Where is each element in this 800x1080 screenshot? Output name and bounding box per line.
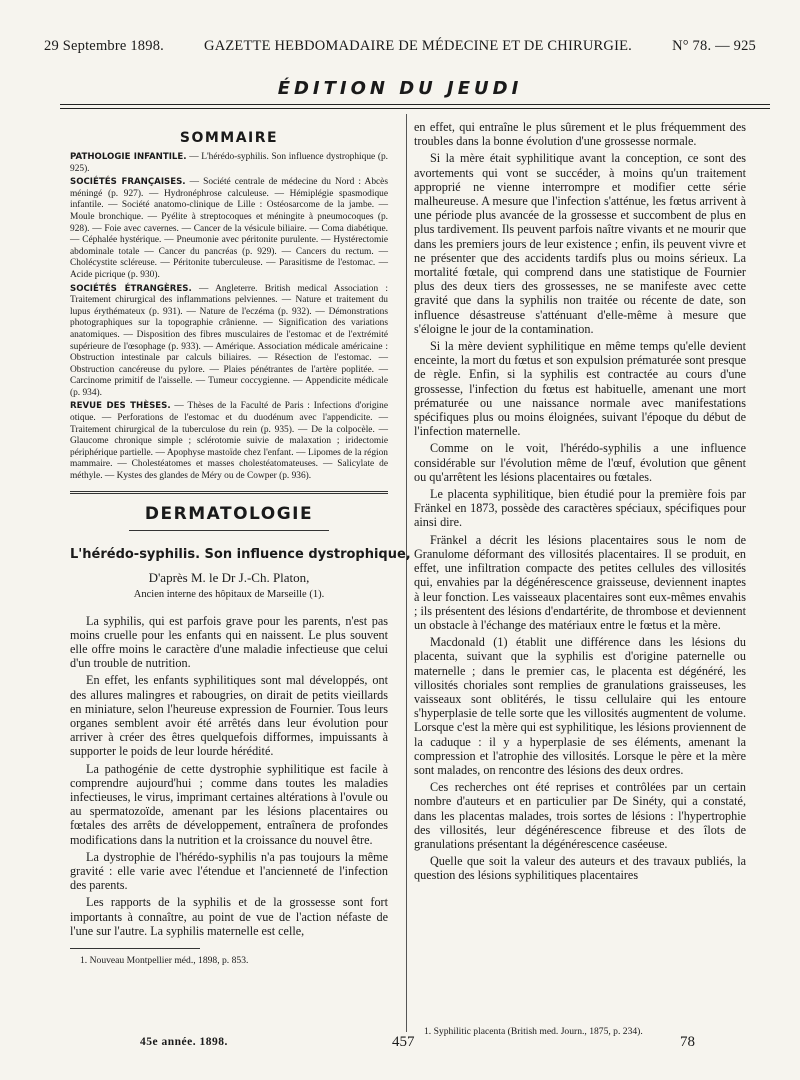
sommaire-entry-head: SOCIÉTÉS ÉTRANGÈRES. xyxy=(70,283,192,294)
article-author: D'après M. le Dr J.-Ch. Platon, xyxy=(148,569,310,585)
author-affiliation: Ancien interne des hôpitaux de Marseille (1). xyxy=(133,588,325,600)
sommaire-entry xyxy=(70,401,388,482)
header-rule xyxy=(60,104,770,105)
left-footnote: 1. Nouveau Montpellier méd., 1898, p. 853. xyxy=(80,955,249,967)
sommaire-entry xyxy=(70,177,388,281)
page-header xyxy=(44,38,756,55)
sommaire-entry-head: PATHOLOGIE INFANTILE. xyxy=(70,152,187,162)
edition-banner: ÉDITION DU JEUDI xyxy=(277,78,523,99)
sommaire-entry xyxy=(70,152,388,175)
footnote-rule xyxy=(70,948,200,949)
body-paragraph: En effet, les enfants syphilitiques sont mal développés, ont des allures malingres et rabougries, on dirait de petits vieillards en miniature, selon l'heureuse expression de Fournier. Tous leurs organes semblent avoir été arrêtés dans leur évolution pour arriver à créer des êtres quelquefois difformes, impuissants à supporter le poids de leur lourde hérédité. xyxy=(70,673,388,759)
header-rule-thin xyxy=(60,108,770,109)
sommaire-entry-text: — Thèses de la Faculté de Paris : Infections d'origine otique. — Perforations de l'estomac et du duodénum avec l'appendicite. — Traitement chirurgical de la tuberculose du rein (p. 935). — De la colpocèle. — Glaucome chronique simple ; sclérotomie suivie de malaxation ; iridectomie périphérique partielle. — Apophyse mastoïde chez l'enfant. — Lipomes de la région mammaire. — Cholestéatomes et masses cholestéatomateuses. — Salicylate de méthyle. — Kystes des glandes de Méry ou de Cowper (p. 936). xyxy=(70,401,388,482)
body-paragraph: Si la mère était syphilitique avant la conception, ce sont des avortements qui vont se succéder, à moins qu'un traitement approprié ne vienne interrompre et modifier cette série malheureuse. A mesure que l'infection s'atténue, les fœtus arrivent à une période plus avancée de la grossesse et succombent de plus en plus tardivement. Ils peuvent parfois naître vivants et ne mourir que dans les premiers jours de leur existence ; enfin, ils peuvent vivre et ne présenter que des accidents tardifs plus ou moins sérieux. La mortalité fœtale, qui comprend dans une statistique de Fournier plus des deux tiers des grossesses, ne se manifeste avec cette gravité que dans la syphilis non traitée ou récente de date, son influence désastreuse s'atténuant d'elle-même à mesure que s'éloigne le jour de la contamination. xyxy=(414,151,746,336)
body-paragraph: Le placenta syphilitique, bien étudié pour la première fois par Fränkel en 1873, possède des caractères spéciaux, spécifiques pour ainsi dire. xyxy=(414,487,746,530)
footer-issue-number: 78 xyxy=(680,1034,695,1050)
column-divider xyxy=(406,114,407,1032)
section-underline xyxy=(129,530,329,531)
body-paragraph: La pathogénie de cette dystrophie syphilitique est facile à comprendre aujourd'hui ; comme dans toutes les maladies infectieuses, le virus, imprimant certaines altérations à l'ovule ou au spermatozoïde, amenant par les lésions placentaires ou fœtales des arrêts de développement, entraînera de profondes modifications dans la nutrition et la croissance du nouvel être. xyxy=(70,761,388,847)
body-paragraph: Macdonald (1) établit une différence dans les lésions du placenta, suivant que la syphilis est d'origine paternelle ou maternelle ; dans le premier cas, le placenta est dégénéré, les villosités choriales sont remplies de granulations graisseuses, les vaisseaux sont oblitérés, le tissu cellulaire qui les entoure s'hyperplasie de telle sorte que les villosités augmentent de volume. Lorsque c'est la mère qui est syphilitique, les lésions proviennent de la caduque : il y a hyperplasie de ses éléments, amenant la compression et l'atrophie des villosités. Lorsque le père et la mère sont malades, on rencontre des lésions des deux ordres. xyxy=(414,635,746,777)
body-paragraph: en effet, qui entraîne le plus sûrement et le plus fréquemment des troubles dans la bonne évolution d'une grossesse normale. xyxy=(414,120,746,149)
footer-year: 45e année. 1898. xyxy=(140,1036,228,1048)
section-separator xyxy=(70,491,388,494)
sommaire-entry-head: REVUE DES THÈSES. xyxy=(70,401,171,412)
body-paragraph: Fränkel a décrit les lésions placentaires sous le nom de Granulome déformant des villosités placentaires. Il se produit, en effet, une infiltration compacte des petites cellules des villosités qui, envahies par la dégénérescence graisseuse, deviennent inaptes à leur fonction. Les vaisseaux placentaires sont eux-mêmes envahis ; ils présentent des lésions d'endartérite, de thrombose et deviennent un obstacle à l'échange des matériaux entre le fœtus et la mère. xyxy=(414,532,746,632)
sommaire-title: SOMMAIRE xyxy=(179,130,279,146)
body-paragraph: Si la mère devient syphilitique en même temps qu'elle devient enceinte, la mort du fœtus et son expulsion prématurée sont presque de règle. Enfin, si la syphilis est contractée au cours d'une grossesse, l'infection du fœtus est habituelle, amenant une mort prématurée ou une naissance normale avec manifestations spécifiques plus ou moins éloignées, suivant l'époque du début de l'infection maternelle. xyxy=(414,339,746,439)
sommaire-entry-head: SOCIÉTÉS FRANÇAISES. xyxy=(70,177,186,188)
body-paragraph: Quelle que soit la valeur des auteurs et des travaux publiés, la question des lésions syphilitiques placentaires xyxy=(414,854,746,883)
right-column xyxy=(414,120,746,886)
right-footnote: 1. Syphilitic placenta (British med. Journ., 1875, p. 234). xyxy=(424,1025,643,1037)
header-date: 29 Septembre 1898. xyxy=(44,38,164,54)
header-issue: N° 78. — 925 xyxy=(672,38,756,54)
body-paragraph: Ces recherches ont été reprises et contrôlées par un certain nombre d'auteurs et en particulier par De Sinéty, qui a constaté, dans les placentas malades, trois sortes de lésions : l'hypertrophie des villosités, leur dégénérescence fibreuse et des îlots de granulations présentant la dégénérescence caséeuse. xyxy=(414,780,746,851)
article-title: L'hérédo-syphilis. Son influence dystrophique, xyxy=(70,546,411,562)
left-column xyxy=(70,120,411,967)
body-paragraph: La dystrophie de l'hérédo-syphilis n'a pas toujours la même gravité : elle varie avec l'étendue et l'ancienneté de l'infection des parents. xyxy=(70,849,388,893)
sommaire-entry-text: — Société centrale de médecine du Nord : Abcès méningé (p. 927). — Hydronéphrose calculeuse. — Hémiplégie spasmodique infantile. — Société anatomo-clinique de Lille : Ostéosarcome de la jambe. — Moule bronchique. — Pyélite à streptocoques et méningite à pneumocoques (p. 928). — Foie avec cavernes. — Cancer de la vésicule biliaire. — Coma diabétique. — Céphalée hystérique. — Pneumonie avec péritonite purulente. — Hystérectomie abdominale totale — Cancer du pancréas (p. 929). — Cancers du rectum. — Cholécystite scléreuse. — Péritonite tuberculeuse. — Parasitisme de l'estomac. — Acide picrique (p. 930). xyxy=(70,177,388,280)
header-journal-title: GAZETTE HEBDOMADAIRE DE MÉDECINE ET DE CHIRURGIE. xyxy=(204,38,633,54)
sommaire-entry xyxy=(70,284,388,400)
footer-page-number: 457 xyxy=(392,1034,415,1050)
sommaire-entry-text: — L'hérédo-syphilis. Son influence dystrophique (p. 925). xyxy=(70,152,388,174)
body-paragraph: Les rapports de la syphilis et de la grossesse sont fort importants à connaître, au point de vue de l'action néfaste de l'une sur l'autre. La syphilis maternelle est celle, xyxy=(70,895,388,938)
body-paragraph: Comme on le voit, l'hérédo-syphilis a une influence considérable sur l'évolution même de l'œuf, évolution que gênent ou qu'arrêtent les lésions placentaires ou fœtales. xyxy=(414,441,746,484)
body-paragraph: La syphilis, qui est parfois grave pour les parents, n'est pas moins cruelle pour les enfants qui en naissent. Le plus souvent elle offre moins le caractère d'une maladie infectieuse que celui d'un trouble de nutrition. xyxy=(70,613,388,671)
section-title: DERMATOLOGIE xyxy=(144,503,314,524)
sommaire-entry-text: — Angleterre. British medical Association : Traitement chirurgical des inflammations pelviennes. — Nature et traitement du lupus érythémateux (p. 931). — Nature de l'eczéma (p. 932). — Démonstrations photographiques sur la topographie crânienne. — Signification des variations anatomiques. — Disposition des fibres musculaires de l'estomac et de l'extrémité supérieure de l'œsophage (p. 933). — Amérique. Association médicale américaine : Obstruction intestinale par calculs biliaires. — Résection de l'estomac. — Obstruction cancéreuse du pylore. — Plaies pénétrantes de l'artère poplitée. — Carcinome primitif de l'aisselle. — Tumeur coccygienne. — Appendicite médicale (p. 934). xyxy=(70,283,389,398)
